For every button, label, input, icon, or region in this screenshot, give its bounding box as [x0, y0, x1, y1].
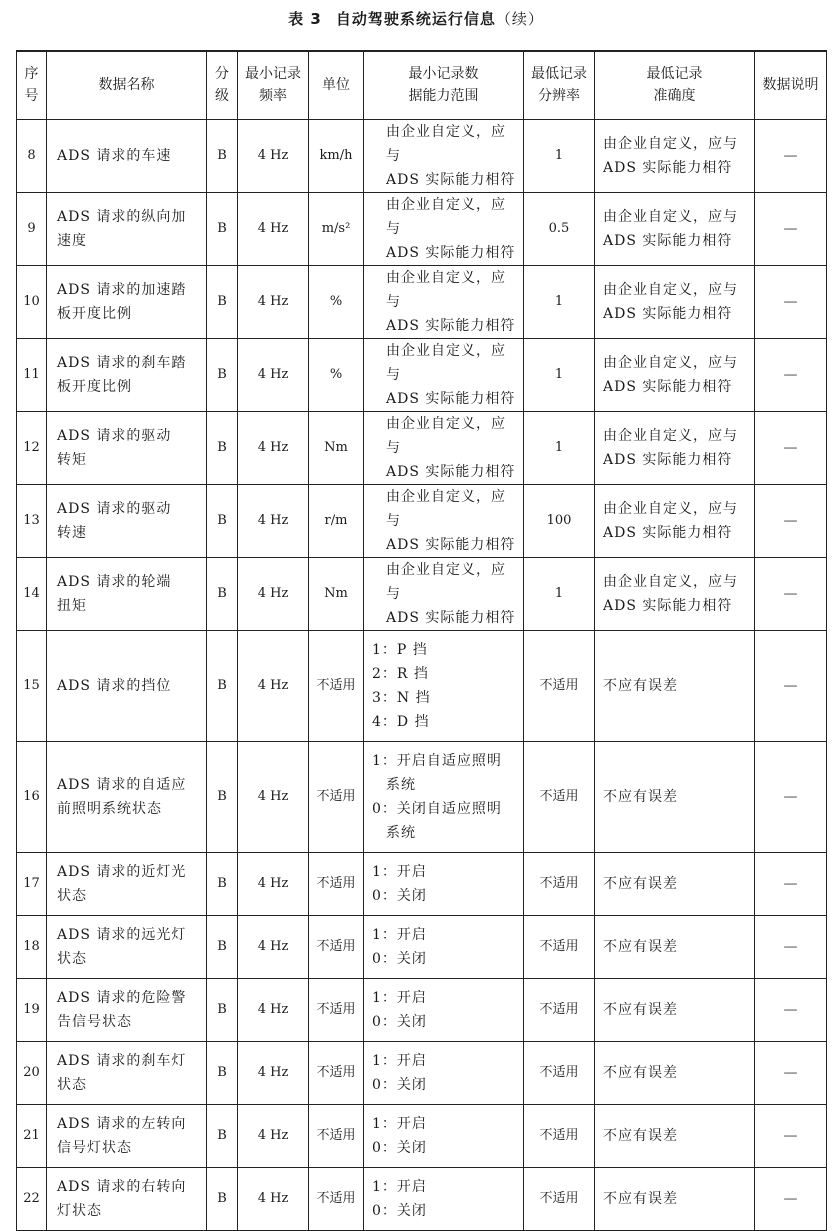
cell-accuracy	[595, 192, 755, 265]
cell-unit: 不适用	[309, 1041, 364, 1104]
cell-accuracy-line: 不应有误差	[603, 938, 678, 955]
cell-range-line: ADS 实际能力相符	[386, 244, 516, 261]
cell-note: —	[755, 852, 827, 915]
cell-range-line: 1：开启自适应照明	[372, 752, 502, 769]
cell-accuracy-line: 不应有误差	[603, 1064, 678, 1081]
cell-grade: B	[207, 192, 238, 265]
cell-accuracy-line: 由企业自定义，应与	[603, 427, 738, 444]
cell-unit: 不适用	[309, 630, 364, 741]
cell-range-line: 由企业自定义，应与	[386, 123, 506, 164]
cell-frequency: 4 Hz	[238, 978, 309, 1041]
cell-range	[364, 557, 524, 630]
cell-resolution: 不适用	[524, 852, 595, 915]
cell-note: —	[755, 411, 827, 484]
header-grade	[207, 51, 238, 119]
cell-name-line: ADS 请求的挡位	[57, 677, 172, 694]
cell-range	[364, 192, 524, 265]
cell-resolution: 1	[524, 265, 595, 338]
cell-accuracy-line: ADS 实际能力相符	[603, 159, 733, 176]
cell-name-line: 状态	[57, 1076, 87, 1093]
cell-note: —	[755, 484, 827, 557]
table-row	[17, 557, 827, 630]
cell-no: 12	[17, 411, 47, 484]
table-row	[17, 411, 827, 484]
cell-name	[47, 978, 207, 1041]
cell-unit: 不适用	[309, 915, 364, 978]
table-number: 表 3	[288, 10, 322, 28]
cell-name	[47, 192, 207, 265]
cell-resolution: 100	[524, 484, 595, 557]
cell-accuracy-line: 由企业自定义，应与	[603, 135, 738, 152]
cell-accuracy-line: ADS 实际能力相符	[603, 524, 733, 541]
cell-accuracy	[595, 265, 755, 338]
table-row	[17, 741, 827, 852]
header-no-line: 号	[24, 88, 39, 105]
cell-resolution: 1	[524, 119, 595, 192]
cell-note: —	[755, 915, 827, 978]
cell-name	[47, 265, 207, 338]
header-frequency-line: 频率	[259, 88, 287, 105]
cell-range	[364, 741, 524, 852]
header-range	[364, 51, 524, 119]
cell-frequency: 4 Hz	[238, 265, 309, 338]
table-title-suffix: （续）	[495, 10, 544, 28]
cell-range-line: 系统	[386, 824, 416, 841]
cell-accuracy-line: 由企业自定义，应与	[603, 208, 738, 225]
cell-range-line: ADS 实际能力相符	[386, 171, 516, 188]
cell-resolution: 1	[524, 338, 595, 411]
cell-range-line: ADS 实际能力相符	[386, 609, 516, 626]
header-range-line: 据能力范围	[408, 88, 479, 105]
cell-accuracy	[595, 484, 755, 557]
data-table	[16, 50, 827, 1231]
cell-grade: B	[207, 265, 238, 338]
cell-accuracy	[595, 338, 755, 411]
cell-name	[47, 852, 207, 915]
cell-accuracy	[595, 1041, 755, 1104]
cell-no: 21	[17, 1104, 47, 1167]
cell-range-line: 2：R 挡	[372, 665, 429, 682]
cell-name	[47, 1041, 207, 1104]
cell-frequency: 4 Hz	[238, 1104, 309, 1167]
header-note	[755, 51, 827, 119]
cell-grade: B	[207, 338, 238, 411]
cell-name-line: ADS 请求的纵向加	[57, 208, 187, 225]
cell-range-line: 系统	[386, 776, 416, 793]
cell-accuracy-line: 不应有误差	[603, 875, 678, 892]
cell-name-line: ADS 请求的车速	[57, 147, 172, 164]
cell-name-line: ADS 请求的危险警	[57, 989, 187, 1006]
cell-no: 11	[17, 338, 47, 411]
cell-unit: r/m	[309, 484, 364, 557]
header-frequency-line: 最小记录	[245, 66, 301, 83]
cell-frequency: 4 Hz	[238, 557, 309, 630]
cell-range	[364, 1167, 524, 1230]
cell-range	[364, 630, 524, 741]
cell-frequency: 4 Hz	[238, 338, 309, 411]
cell-range-line: 由企业自定义，应与	[386, 415, 506, 456]
cell-range-line: 1：开启	[372, 863, 427, 880]
cell-name-line: ADS 请求的加速踏	[57, 281, 187, 298]
cell-resolution: 不适用	[524, 978, 595, 1041]
cell-note: —	[755, 119, 827, 192]
cell-name-line: 前照明系统状态	[57, 800, 162, 817]
cell-frequency: 4 Hz	[238, 630, 309, 741]
cell-accuracy-line: 由企业自定义，应与	[603, 354, 738, 371]
cell-range-line: 3：N 挡	[372, 689, 431, 706]
table-row	[17, 852, 827, 915]
header-no-line: 序	[24, 66, 39, 83]
cell-name-line: 板开度比例	[57, 378, 132, 395]
cell-unit: 不适用	[309, 1104, 364, 1167]
cell-frequency: 4 Hz	[238, 119, 309, 192]
cell-no: 15	[17, 630, 47, 741]
cell-no: 9	[17, 192, 47, 265]
cell-frequency: 4 Hz	[238, 915, 309, 978]
cell-name-line: 告信号状态	[57, 1013, 132, 1030]
table-row	[17, 630, 827, 741]
cell-unit: Nm	[309, 411, 364, 484]
cell-name-line: ADS 请求的远光灯	[57, 926, 187, 943]
cell-range-line: 1：开启	[372, 1178, 427, 1195]
cell-resolution: 0.5	[524, 192, 595, 265]
cell-note: —	[755, 338, 827, 411]
cell-name-line: ADS 请求的刹车踏	[57, 354, 187, 371]
header-range-line: 最小记录数	[408, 66, 479, 83]
cell-accuracy	[595, 741, 755, 852]
cell-accuracy-line: ADS 实际能力相符	[603, 305, 733, 322]
cell-unit: Nm	[309, 557, 364, 630]
cell-note: —	[755, 1167, 827, 1230]
table-title	[0, 8, 832, 29]
cell-accuracy	[595, 411, 755, 484]
table-row	[17, 915, 827, 978]
cell-unit: 不适用	[309, 1167, 364, 1230]
cell-name-line: ADS 请求的刹车灯	[57, 1052, 187, 1069]
cell-accuracy-line: ADS 实际能力相符	[603, 597, 733, 614]
header-unit	[309, 51, 364, 119]
cell-range-line: 1：开启	[372, 1115, 427, 1132]
cell-accuracy-line: 不应有误差	[603, 1190, 678, 1207]
cell-name-line: 信号灯状态	[57, 1139, 132, 1156]
cell-range-line: 1：P 挡	[372, 641, 428, 658]
cell-note: —	[755, 741, 827, 852]
cell-note: —	[755, 1041, 827, 1104]
header-note-line: 数据说明	[762, 77, 819, 94]
header-name-line: 数据名称	[98, 77, 155, 94]
cell-range-line: ADS 实际能力相符	[386, 317, 516, 334]
cell-range	[364, 852, 524, 915]
cell-name-line: ADS 请求的近灯光	[57, 863, 187, 880]
cell-note: —	[755, 630, 827, 741]
cell-accuracy-line: 不应有误差	[603, 1001, 678, 1018]
cell-name	[47, 741, 207, 852]
cell-note: —	[755, 265, 827, 338]
cell-no: 16	[17, 741, 47, 852]
cell-no: 22	[17, 1167, 47, 1230]
cell-grade: B	[207, 630, 238, 741]
cell-range-line: 1：开启	[372, 926, 427, 943]
cell-accuracy	[595, 978, 755, 1041]
cell-frequency: 4 Hz	[238, 1041, 309, 1104]
cell-range-line: 由企业自定义，应与	[386, 488, 506, 529]
cell-name-line: 转矩	[57, 451, 87, 468]
header-accuracy-line: 准确度	[653, 88, 696, 105]
header-frequency	[238, 51, 309, 119]
cell-range	[364, 978, 524, 1041]
cell-grade: B	[207, 978, 238, 1041]
cell-accuracy-line: 不应有误差	[603, 677, 678, 694]
header-resolution	[524, 51, 595, 119]
cell-resolution: 1	[524, 557, 595, 630]
cell-range-line: 0：关闭	[372, 1076, 427, 1093]
cell-unit: 不适用	[309, 978, 364, 1041]
cell-unit: 不适用	[309, 741, 364, 852]
cell-frequency: 4 Hz	[238, 484, 309, 557]
header-grade-line: 分	[215, 66, 229, 83]
table-row	[17, 1041, 827, 1104]
cell-name-line: 速度	[57, 232, 87, 249]
cell-range-line: 0：关闭	[372, 1013, 427, 1030]
table-header-row	[17, 51, 827, 119]
header-no	[17, 51, 47, 119]
cell-accuracy	[595, 1104, 755, 1167]
cell-resolution: 不适用	[524, 741, 595, 852]
cell-no: 17	[17, 852, 47, 915]
header-resolution-line: 最低记录	[531, 66, 587, 83]
cell-range	[364, 119, 524, 192]
cell-accuracy-line: ADS 实际能力相符	[603, 451, 733, 468]
cell-no: 20	[17, 1041, 47, 1104]
cell-frequency: 4 Hz	[238, 411, 309, 484]
cell-accuracy-line: 由企业自定义，应与	[603, 573, 738, 590]
cell-name	[47, 119, 207, 192]
cell-grade: B	[207, 484, 238, 557]
cell-name-line: 状态	[57, 950, 87, 967]
cell-resolution: 不适用	[524, 1167, 595, 1230]
cell-name-line: ADS 请求的轮端	[57, 573, 172, 590]
cell-frequency: 4 Hz	[238, 1167, 309, 1230]
cell-accuracy-line: ADS 实际能力相符	[603, 232, 733, 249]
cell-range	[364, 1041, 524, 1104]
cell-unit: %	[309, 338, 364, 411]
cell-name-line: 板开度比例	[57, 305, 132, 322]
cell-range-line: 0：关闭	[372, 887, 427, 904]
cell-range-line: ADS 实际能力相符	[386, 390, 516, 407]
cell-no: 10	[17, 265, 47, 338]
cell-name-line: ADS 请求的自适应	[57, 776, 187, 793]
header-name	[47, 51, 207, 119]
cell-grade: B	[207, 119, 238, 192]
cell-range-line: 1：开启	[372, 989, 427, 1006]
header-unit-line: 单位	[322, 77, 350, 94]
cell-range-line: 0：关闭	[372, 1202, 427, 1219]
cell-range	[364, 484, 524, 557]
cell-grade: B	[207, 1041, 238, 1104]
cell-grade: B	[207, 852, 238, 915]
cell-range-line: ADS 实际能力相符	[386, 463, 516, 480]
table-row	[17, 978, 827, 1041]
cell-grade: B	[207, 411, 238, 484]
table-row	[17, 192, 827, 265]
cell-resolution: 不适用	[524, 1041, 595, 1104]
cell-name	[47, 411, 207, 484]
cell-accuracy	[595, 630, 755, 741]
cell-accuracy-line: 由企业自定义，应与	[603, 500, 738, 517]
cell-note: —	[755, 192, 827, 265]
header-grade-line: 级	[215, 88, 229, 105]
cell-resolution: 不适用	[524, 915, 595, 978]
cell-range	[364, 338, 524, 411]
cell-accuracy-line: 不应有误差	[603, 1127, 678, 1144]
cell-name	[47, 1104, 207, 1167]
cell-accuracy-line: ADS 实际能力相符	[603, 378, 733, 395]
cell-range-line: 由企业自定义，应与	[386, 269, 506, 310]
cell-accuracy-line: 由企业自定义，应与	[603, 281, 738, 298]
header-accuracy-line: 最低记录	[646, 66, 703, 83]
cell-accuracy	[595, 852, 755, 915]
cell-accuracy	[595, 915, 755, 978]
cell-no: 14	[17, 557, 47, 630]
table-row	[17, 1167, 827, 1230]
header-resolution-line: 分辨率	[538, 88, 580, 105]
cell-no: 8	[17, 119, 47, 192]
cell-resolution: 不适用	[524, 630, 595, 741]
cell-range-line: 由企业自定义，应与	[386, 342, 506, 383]
table-row	[17, 338, 827, 411]
cell-name-line: ADS 请求的右转向	[57, 1178, 187, 1195]
cell-name	[47, 484, 207, 557]
cell-note: —	[755, 978, 827, 1041]
cell-name-line: 状态	[57, 887, 87, 904]
cell-range-line: 由企业自定义，应与	[386, 561, 506, 602]
cell-unit: %	[309, 265, 364, 338]
cell-range-line: 由企业自定义，应与	[386, 196, 506, 237]
cell-frequency: 4 Hz	[238, 192, 309, 265]
table-row	[17, 265, 827, 338]
cell-range	[364, 1104, 524, 1167]
cell-grade: B	[207, 741, 238, 852]
cell-name	[47, 1167, 207, 1230]
cell-resolution: 1	[524, 411, 595, 484]
cell-range-line: ADS 实际能力相符	[386, 536, 516, 553]
cell-frequency: 4 Hz	[238, 852, 309, 915]
cell-grade: B	[207, 1104, 238, 1167]
cell-accuracy	[595, 557, 755, 630]
table-row	[17, 1104, 827, 1167]
cell-note: —	[755, 1104, 827, 1167]
table-title-text: 自动驾驶系统运行信息	[335, 10, 496, 28]
cell-name	[47, 557, 207, 630]
cell-range	[364, 265, 524, 338]
header-accuracy	[595, 51, 755, 119]
cell-accuracy-line: 不应有误差	[603, 788, 678, 805]
cell-name	[47, 338, 207, 411]
cell-name-line: 扭矩	[57, 597, 87, 614]
cell-accuracy	[595, 1167, 755, 1230]
cell-unit: m/s²	[309, 192, 364, 265]
cell-name-line: 转速	[57, 524, 87, 541]
cell-frequency: 4 Hz	[238, 741, 309, 852]
cell-name	[47, 630, 207, 741]
cell-range-line: 4：D 挡	[372, 713, 430, 730]
cell-range	[364, 915, 524, 978]
cell-no: 19	[17, 978, 47, 1041]
cell-grade: B	[207, 915, 238, 978]
cell-accuracy	[595, 119, 755, 192]
cell-range-line: 0：关闭	[372, 950, 427, 967]
cell-range-line: 0：关闭自适应照明	[372, 800, 502, 817]
cell-unit: 不适用	[309, 852, 364, 915]
cell-name-line: ADS 请求的驱动	[57, 500, 172, 517]
table-row	[17, 484, 827, 557]
cell-name-line: ADS 请求的驱动	[57, 427, 172, 444]
cell-range	[364, 411, 524, 484]
cell-resolution: 不适用	[524, 1104, 595, 1167]
cell-no: 13	[17, 484, 47, 557]
cell-range-line: 1：开启	[372, 1052, 427, 1069]
cell-no: 18	[17, 915, 47, 978]
cell-grade: B	[207, 1167, 238, 1230]
cell-name-line: ADS 请求的左转向	[57, 1115, 187, 1132]
cell-range-line: 0：关闭	[372, 1139, 427, 1156]
cell-grade: B	[207, 557, 238, 630]
cell-unit: km/h	[309, 119, 364, 192]
cell-name-line: 灯状态	[57, 1202, 102, 1219]
cell-note: —	[755, 557, 827, 630]
cell-name	[47, 915, 207, 978]
table-row	[17, 119, 827, 192]
table-body	[17, 119, 827, 1230]
